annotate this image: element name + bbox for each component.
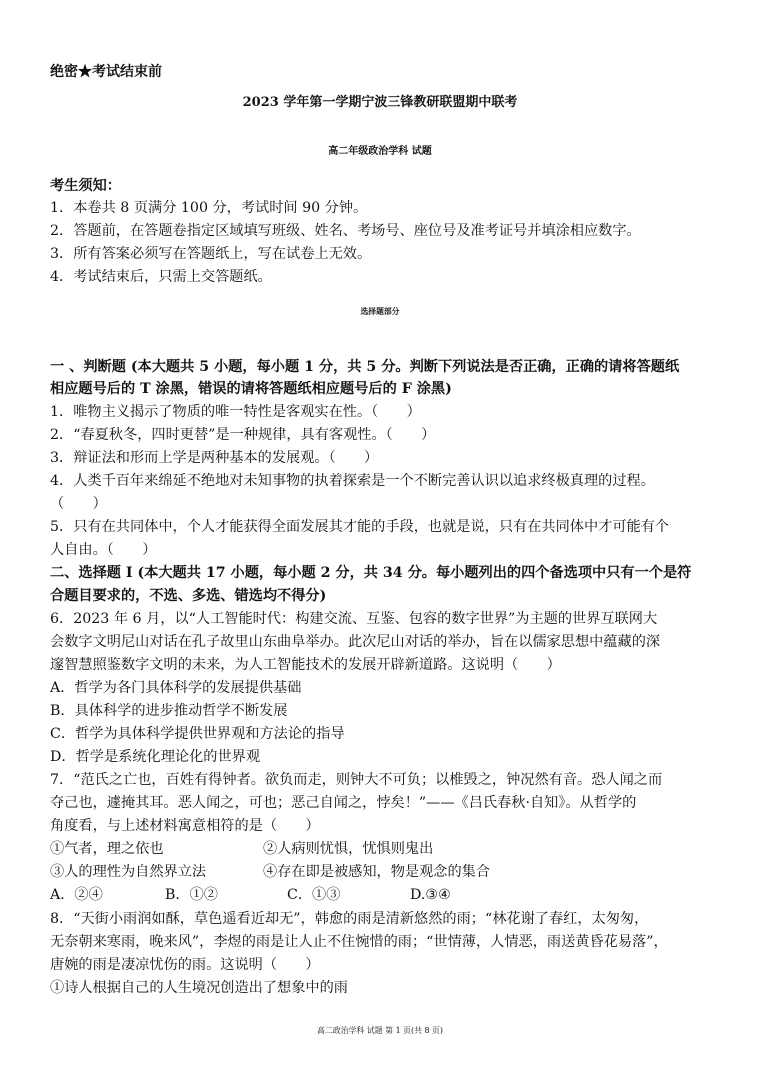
notice-item: 1．本卷共 8 页满分 100 分，考试时间 90 分钟。 xyxy=(50,200,368,216)
statement-1: ①气者，理之依也 xyxy=(50,841,164,857)
section-title: 选择题部分 xyxy=(360,307,400,316)
option-d: D.③④ xyxy=(410,887,451,903)
page-footer: 高二政治学科 试题 第 1 页(共 8 页) xyxy=(317,1026,443,1035)
statement-1: ①诗人根据自己的人生境况创造出了想象中的雨 xyxy=(50,980,348,996)
part1-heading: 一 、判断题 (本大题共 5 小题，每小题 1 分，共 5 分。判断下列说法是否正确，正确的请将答题纸 xyxy=(50,359,680,375)
question-8: 8．“天街小雨润如酥，草色遥看近却无”，韩愈的雨是清新悠然的雨；“林花谢了春红，太匆匆， xyxy=(50,911,649,927)
option-d: D．哲学是系统化理论化的世界观 xyxy=(50,749,261,765)
notice-item: 3．所有答案必须写在答题纸上，写在试卷上无效。 xyxy=(50,246,372,262)
option-c: C．哲学为具体科学提供世界观和方法论的指导 xyxy=(50,726,345,742)
option-a: A．哲学为各门具体科学的发展提供基础 xyxy=(50,680,302,696)
question-7-cont: 角度看，与上述材料寓意相符的是（ ） xyxy=(50,818,320,834)
question-5-cont: 人自由。（ ） xyxy=(50,542,157,558)
question-4-cont: （ ） xyxy=(50,496,107,512)
question-6: 6．2023 年 6 月，以“人工智能时代：构建交流、互鉴、包容的数字世界”为主题的世界互联网大 xyxy=(50,611,658,627)
statement-4: ④存在即是被感知，物是观念的集合 xyxy=(263,864,491,880)
option-b: B．具体科学的进步推动哲学不断发展 xyxy=(50,703,288,719)
question-5: 5．只有在共同体中，个人才能获得全面发展其才能的手段，也就是说，只有在共同体中才可能有个 xyxy=(50,519,670,535)
question-1: 1．唯物主义揭示了物质的唯一特性是客观实在性。（ ） xyxy=(50,404,421,420)
part2-heading-cont: 合题目要求的，不选、多选、错选均不得分) xyxy=(50,588,327,604)
question-8-cont: 唐婉的雨是凄凉忧伤的雨。这说明（ ） xyxy=(50,957,320,973)
option-a: A．②④ xyxy=(50,887,103,903)
part2-heading: 二、选择题 I (本大题共 17 小题，每小题 2 分，共 34 分。每小题列出的四个备选项中只有一个是符 xyxy=(50,565,692,581)
part1-heading-cont: 相应题号后的 T 涂黑，错误的请将答题纸相应题号后的 F 涂黑) xyxy=(50,381,452,397)
statement-3: ③人的理性为自然界立法 xyxy=(50,864,207,880)
option-b: B．①② xyxy=(165,887,218,903)
option-c: C．①③ xyxy=(287,887,341,903)
exam-title: 2023 学年第一学期宁波三锋教研联盟期中联考 xyxy=(242,95,518,110)
question-8-cont: 无奈朝来寒雨，晚来风”，李煜的雨是让人止不住惋惜的雨；“世情薄，人情恶，雨送黄昏花易落”， xyxy=(50,934,668,950)
exam-subtitle: 高二年级政治学科 试题 xyxy=(328,146,432,157)
question-6-cont: 邃智慧照鉴数字文明的未来，为人工智能技术的发展开辟新道路。这说明（ ） xyxy=(50,657,561,673)
question-4: 4．人类千百年来绵延不绝地对未知事物的执着探索是一个不断完善认识以追求终极真理的过程。 xyxy=(50,473,655,489)
notice-item: 2．答题前，在答题卷指定区域填写班级、姓名、考场号、座位号及准考证号并填涂相应数字。 xyxy=(50,223,641,239)
question-2: 2．“春夏秋冬，四时更替”是一种规律，具有客观性。（ ） xyxy=(50,427,436,443)
question-7-cont: 夺己也，遽掩其耳。恶人闻之，可也；恶己自闻之，悖矣！”——《吕氏春秋·自知》。从哲学的 xyxy=(50,795,637,811)
statement-2: ②人病则忧惧，忧惧则鬼出 xyxy=(263,841,434,857)
question-6-cont: 会数字文明尼山对话在孔子故里山东曲阜举办。此次尼山对话的举办，旨在以儒家思想中蕴藏的深 xyxy=(50,634,661,650)
question-7: 7．“范氏之亡也，百姓有得钟者。欲负而走，则钟大不可负；以椎毁之，钟况然有音。恐人闻之而 xyxy=(50,772,663,788)
question-3: 3．辩证法和形而上学是两种基本的发展观。（ ） xyxy=(50,450,379,466)
notice-item: 4．考试结束后，只需上交答题纸。 xyxy=(50,269,272,285)
notice-heading: 考生须知： xyxy=(50,178,121,194)
confidential-label: 绝密★考试结束前 xyxy=(50,64,162,80)
